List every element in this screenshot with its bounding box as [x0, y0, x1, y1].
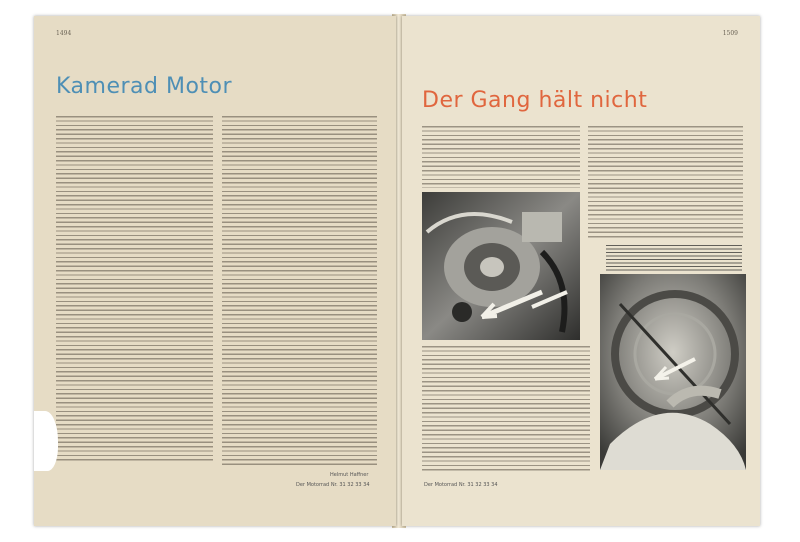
right-intro-text-column-1	[422, 126, 580, 188]
right-text-column-1	[422, 346, 590, 472]
right-page-title: Der Gang hält nicht	[422, 88, 648, 113]
article-signature: Helmut Haffner	[330, 472, 369, 478]
right-text-column-top	[588, 126, 743, 239]
gear-mechanism-illustration	[600, 274, 746, 470]
right-page	[402, 16, 760, 526]
torn-corner	[34, 411, 58, 471]
gearbox-photo	[422, 192, 580, 340]
left-text-column-2	[222, 116, 377, 468]
gear-mechanism-photo	[600, 274, 746, 470]
right-page-number: 1509	[722, 30, 738, 37]
gearbox-illustration	[422, 192, 580, 340]
left-page-footer: Der Motorrad Nr. 31 32 33 34	[296, 482, 370, 488]
left-page	[34, 16, 396, 526]
left-text-column-1	[56, 116, 213, 462]
right-page-footer: Der Motorrad Nr. 31 32 33 34	[424, 482, 498, 488]
left-page-title: Kamerad Motor	[56, 74, 233, 99]
left-page-number: 1494	[56, 30, 72, 37]
photo-caption	[606, 245, 742, 273]
